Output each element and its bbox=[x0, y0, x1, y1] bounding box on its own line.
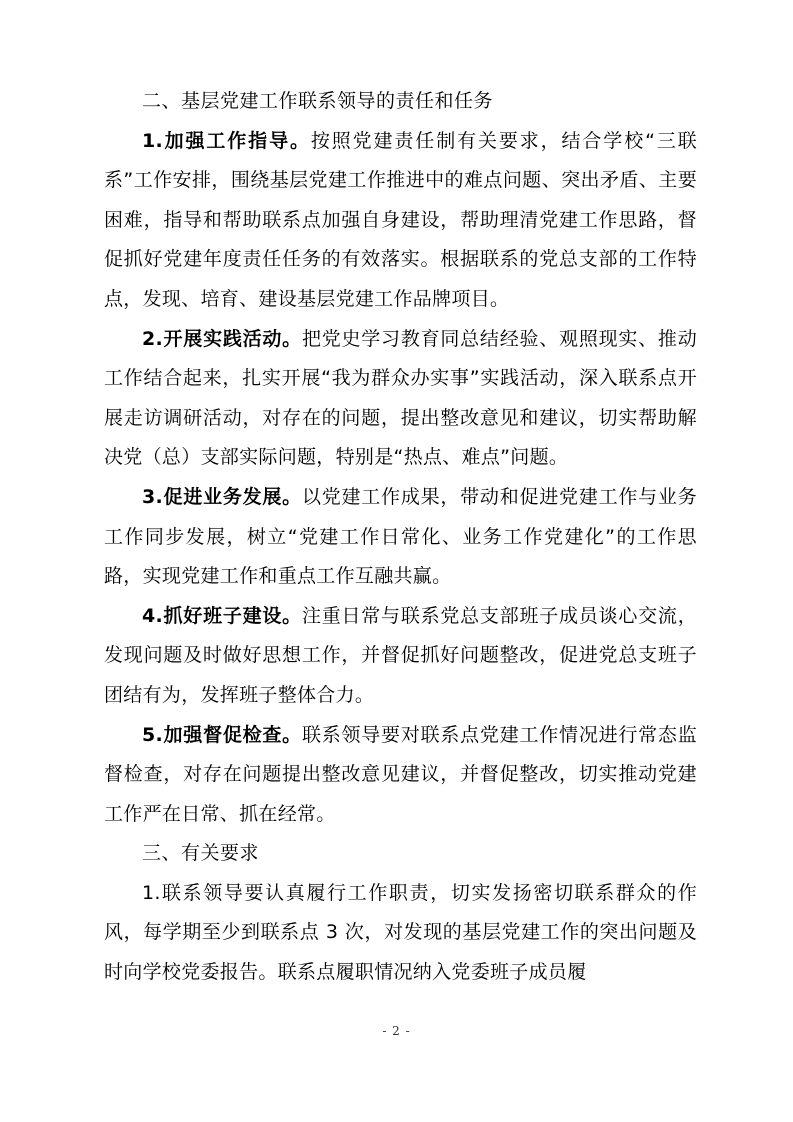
item-4-text: 注重日常与联系党总支部班子成员谈心交流，发现问题及时做好思想工作，并督促抓好问题整改，促进党总支班子团结有为，发挥班子整体合力。 bbox=[104, 604, 697, 706]
item-3-paragraph bbox=[104, 478, 697, 597]
document-body bbox=[104, 82, 697, 993]
item-5-paragraph bbox=[104, 716, 697, 835]
section-heading-2: 二、基层党建工作联系领导的责任和任务 bbox=[142, 90, 494, 112]
item-4-paragraph bbox=[104, 597, 697, 716]
item-1-lead: 1.加强工作指导。 bbox=[142, 129, 311, 152]
page-number: - 2 - bbox=[382, 1024, 411, 1038]
section-heading-3: 三、有关要求 bbox=[142, 842, 260, 865]
item-1-paragraph bbox=[104, 122, 697, 320]
item-4-lead: 4.抓好班子建设。 bbox=[142, 604, 302, 627]
item-5-text: 联系领导要对联系点党建工作情况进行常态监督检查，对存在问题提出整改意见建议，并督促整改，切实推动党建工作严在日常、抓在经常。 bbox=[104, 723, 697, 825]
item-5-lead: 5.加强督促检查。 bbox=[142, 723, 302, 746]
item-2-paragraph bbox=[104, 320, 697, 478]
item-2-lead: 2.开展实践活动。 bbox=[142, 327, 302, 350]
item-3-lead: 3.促进业务发展。 bbox=[142, 485, 302, 508]
requirement-1-paragraph: 1.联系领导要认真履行工作职责，切实发扬密切联系群众的作风，每学期至少到联系点 3 次，对发现的基层党建工作的突出问题及时向学校党委报告。联系点履职情况纳入党委班子成员履 bbox=[104, 881, 697, 984]
item-1-text: 按照党建责任制有关要求，结合学校“三联系”工作安排，围绕基层党建工作推进中的难点问题、突出矛盾、主要困难，指导和帮助联系点加强自身建设，帮助理清党建工作思路，督促抓好党建年度责任任务的有效落实。根据联系的党总支部的工作特点，发现、培育、建设基层党建工作品牌项目。 bbox=[104, 129, 698, 310]
item-3-text: 以党建工作成果，带动和促进党建工作与业务工作同步发展，树立“党建工作日常化、业务工作党建化”的工作思路，实现党建工作和重点工作互融共赢。 bbox=[104, 485, 697, 588]
item-2-text: 把党史学习教育同总结经验、观照现实、推动工作结合起来，扎实开展“我为群众办实事”实践活动，深入联系点开展走访调研活动，对存在的问题，提出整改意见和建议，切实帮助解决党（总）支部实际问题，特别是“热点、难点”问题。 bbox=[104, 327, 697, 469]
